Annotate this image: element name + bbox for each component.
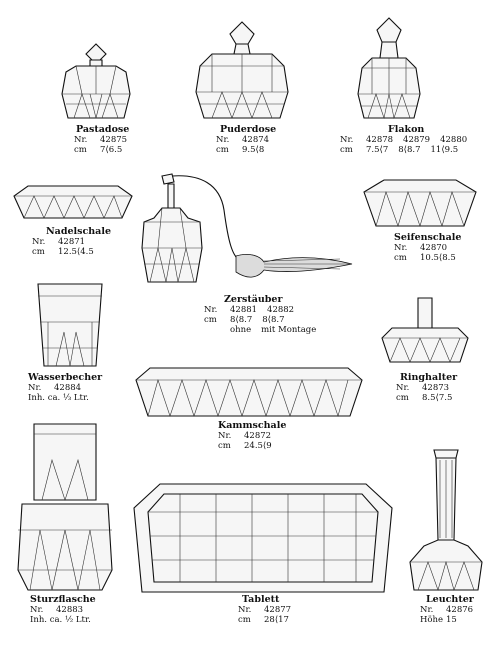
sturzflasche-illustration bbox=[16, 420, 114, 592]
nadelschale-illustration bbox=[14, 186, 132, 222]
flakon-illustration bbox=[354, 18, 424, 122]
caption-title: Zerstäuber bbox=[224, 294, 283, 305]
caption-title: Sturzflasche bbox=[30, 594, 96, 605]
caption-title: Pastadose bbox=[76, 124, 130, 135]
caption-seifenschale: Seifenschale Nr. 42870 cm 10.5⟨8.5 bbox=[394, 232, 462, 263]
wasserbecher-illustration bbox=[34, 282, 106, 368]
leuchter-illustration bbox=[406, 450, 486, 592]
caption-wasserbecher: Wasserbecher Nr. 42884 Inh. ca. ⅓ Ltr. bbox=[28, 372, 103, 403]
caption-puderdose: Puderdose Nr. 42874 cm 9.5⟨8 bbox=[216, 124, 277, 155]
caption-zerstaeuber: Zerstäuber Nr. 42881 42882 cm 8⟨8.7 8⟨8.7 ohne mit Montage bbox=[204, 294, 317, 335]
caption-flakon: Flakon Nr. 42878 42879 42880 cm 7.5⟨7 8⟨8.7 11⟨9.5 bbox=[340, 124, 468, 155]
zerstaeuber-illustration bbox=[140, 170, 354, 290]
caption-title: Ringhalter bbox=[400, 372, 458, 383]
seifenschale-illustration bbox=[364, 180, 476, 230]
pastadose-illustration bbox=[60, 44, 132, 122]
caption-kammschale: Kammschale Nr. 42872 cm 24.5⟨9 bbox=[218, 420, 287, 451]
caption-title: Tablett bbox=[242, 594, 280, 605]
kammschale-illustration bbox=[136, 368, 362, 418]
caption-title: Seifenschale bbox=[394, 232, 462, 243]
caption-sturzflasche: Sturzflasche Nr. 42883 Inh. ca. ½ Ltr. bbox=[30, 594, 96, 625]
caption-title: Leuchter bbox=[426, 594, 474, 605]
ringhalter-illustration bbox=[382, 298, 468, 364]
caption-pastadose: Pastadose Nr. 42875 cm 7⟨6.5 bbox=[74, 124, 130, 155]
puderdose-illustration bbox=[192, 22, 292, 122]
caption-title: Nadelschale bbox=[46, 226, 111, 237]
caption-nadelschale: Nadelschale Nr. 42871 cm 12.5⟨4.5 bbox=[32, 226, 111, 257]
caption-title: Wasserbecher bbox=[28, 372, 103, 383]
tablett-illustration bbox=[134, 484, 392, 594]
caption-tablett: Tablett Nr. 42877 cm 28⟨17 bbox=[238, 594, 292, 625]
caption-title: Kammschale bbox=[218, 420, 287, 431]
caption-title: Puderdose bbox=[220, 124, 277, 135]
caption-leuchter: Leuchter Nr. 42876 Höhe 15 bbox=[420, 594, 474, 625]
caption-title: Flakon bbox=[388, 124, 425, 135]
caption-ringhalter: Ringhalter Nr. 42873 cm 8.5⟨7.5 bbox=[396, 372, 458, 403]
